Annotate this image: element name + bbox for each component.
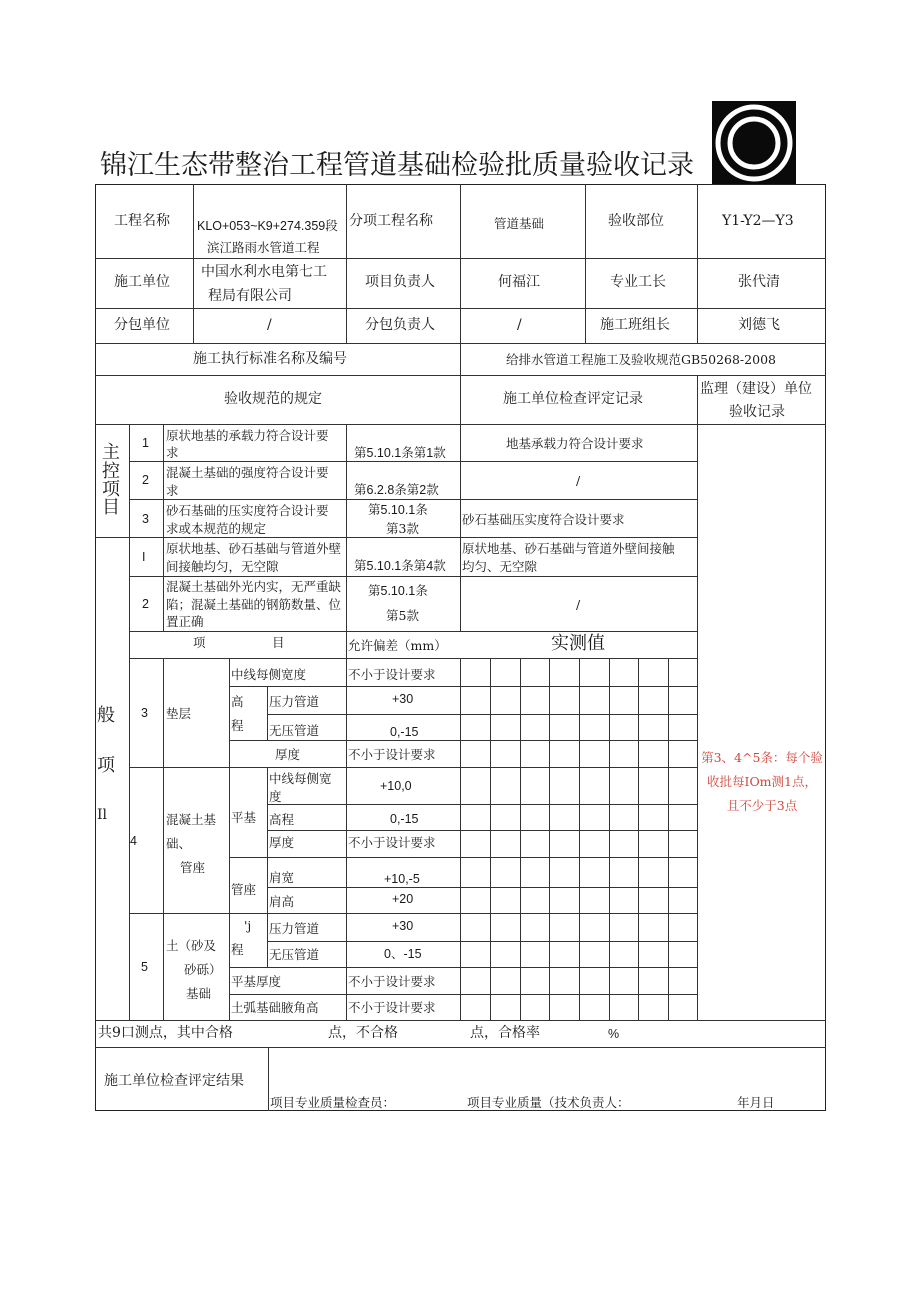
main-item-result: / <box>576 473 581 488</box>
check-header: 施工单位检查评定记录 <box>503 391 643 407</box>
sub-lead-value: / <box>517 317 522 333</box>
item3-row-value: +30 <box>392 692 414 706</box>
item4-row-value: 不小于设计要求 <box>348 835 436 850</box>
section-main-char-1: 主 <box>102 442 120 463</box>
item4-row-label: 中线每侧宽 <box>269 771 332 786</box>
item3-row-value: 0,-15 <box>390 725 419 739</box>
item5-name: 土（砂及 <box>166 938 217 953</box>
general-item-result-line2: 均匀、无空隙 <box>462 559 538 574</box>
section-general-char-3: Il <box>97 807 108 823</box>
sampling-note-line3: 且不少于3点 <box>726 798 798 813</box>
supervision-header: 监理（建设）单位 <box>700 381 812 397</box>
general-item-desc-line3: 置正确 <box>166 614 204 629</box>
standard-value: 给排水管道工程施工及验收规范GB50268-2008 <box>506 352 776 367</box>
section-general-char-1: 般 <box>97 705 115 726</box>
general-item-result: / <box>576 597 581 612</box>
item4-row-value: 0,-15 <box>390 812 419 826</box>
foreman-value: 张代清 <box>738 274 780 290</box>
team-lead-label: 施工班组长 <box>600 317 670 333</box>
general-item-desc-line2: 间接触均匀，无空隙 <box>166 559 279 574</box>
sampling-note: 第3、4^5条：每个验 <box>701 750 823 765</box>
item5-elev-char-b: 程 <box>231 942 244 957</box>
project-name-value-line2: 滨江路雨水管道工程 <box>207 240 320 255</box>
main-item-clause: 第6.2.8条第2款 <box>354 483 439 497</box>
sampling-note-line2: 收批每IOm测1点， <box>707 774 817 789</box>
general-item-desc-line2: 陷；混凝土基础的钢筋数量、位 <box>166 597 342 612</box>
item4-row-value: +20 <box>392 892 414 906</box>
tolerance-header: 允许偏差（mm） <box>348 638 447 653</box>
section-general-char-2: 项 <box>97 755 115 776</box>
standard-label: 施工执行标准名称及编号 <box>193 351 347 367</box>
item4-row-value: +10,0 <box>380 779 412 793</box>
item5-name-line2: 砂砾） <box>184 962 222 977</box>
summary-rate: 点，合格率 <box>470 1025 540 1041</box>
item5-name-line3: 基础 <box>186 986 212 1001</box>
item5-row-value: 不小于设计要求 <box>348 974 436 989</box>
supervision-header-line2: 验收记录 <box>729 404 785 420</box>
general-item-no: 2 <box>142 597 149 611</box>
main-item-desc-line2: 求或本规范的规定 <box>166 521 267 536</box>
item4-name: 混凝土基 <box>166 812 217 827</box>
sub-lead-label: 分包负责人 <box>365 317 435 333</box>
quality-inspector: 项目专业质量检查员： <box>270 1095 396 1110</box>
item4-row-label: 厚度 <box>269 835 295 850</box>
item4-row-label-line2: 度 <box>269 789 282 804</box>
item3-no: 3 <box>141 706 148 720</box>
item5-row-label: 平基厚度 <box>231 974 282 989</box>
main-item-desc: 混凝土基础的强度符合设计要 <box>166 465 329 480</box>
item3-row-label: 压力管道 <box>269 694 320 709</box>
item3-elev-char-b: 程 <box>231 718 244 733</box>
foreman-label: 专业工长 <box>610 274 666 290</box>
result-label: 施工单位检查评定结果 <box>104 1073 244 1089</box>
item3-row-value: 不小于设计要求 <box>348 747 436 762</box>
item4-row-label: 肩高 <box>269 894 295 909</box>
main-item-desc-line2: 求 <box>166 483 179 498</box>
contractor-value-line2: 程局有限公司 <box>208 288 292 304</box>
project-name-label: 工程名称 <box>114 213 170 229</box>
item3-row-label: 无压管道 <box>269 723 320 738</box>
summary-fail: 点，不合格 <box>328 1025 398 1041</box>
pm-label: 项目负责人 <box>365 274 435 290</box>
team-lead-value: 刘德飞 <box>738 317 780 333</box>
item3-row-value: 不小于设计要求 <box>348 667 436 682</box>
item3-row-label: 中线每侧宽度 <box>231 667 307 682</box>
general-item-result: 原状地基、砂石基础与管道外壁间接触 <box>462 541 675 556</box>
summary-total: 共9口测点，其中合格 <box>98 1025 233 1041</box>
measured-header: 实测值 <box>551 633 605 654</box>
circle-target-icon <box>712 101 796 185</box>
main-item-no: 2 <box>142 473 149 487</box>
item3-name: 垫层 <box>166 706 192 721</box>
item4-row-value: +10,-5 <box>384 872 420 886</box>
general-item-desc: 混凝土基础外光内实，无严重缺 <box>166 579 342 594</box>
summary-percent: % <box>608 1027 620 1041</box>
contractor-value: 中国水利水电第七工 <box>201 264 327 280</box>
item4-row-label: 肩宽 <box>269 870 295 885</box>
measure-header-item-b: 目 <box>272 635 285 650</box>
main-item-result: 砂石基础压实度符合设计要求 <box>462 512 625 527</box>
item5-row-value: +30 <box>392 919 414 933</box>
main-item-clause: 第5.10.1条第1款 <box>354 446 446 460</box>
general-item-clause: 第5.10.1条 <box>368 584 428 598</box>
section-main-char-2: 控 <box>102 461 120 482</box>
main-item-desc: 原状地基的承载力符合设计要 <box>166 428 329 443</box>
general-item-no: I <box>142 550 146 564</box>
item5-row-label: 压力管道 <box>269 921 320 936</box>
item5-row-value: 0、-15 <box>384 947 422 961</box>
item4-flat-base: 平基 <box>231 810 257 825</box>
general-item-desc: 原状地基、砂石基础与管道外壁 <box>166 541 342 556</box>
main-item-no: 3 <box>142 512 149 526</box>
signature-date: 年月日 <box>737 1095 775 1110</box>
item3-row-label: 厚度 <box>275 747 301 762</box>
item4-name-line2: 础、 <box>166 836 192 851</box>
item5-elev-char: 'j <box>244 918 252 933</box>
accept-part-label: 验收部位 <box>608 213 664 229</box>
general-item-clause-line2: 第5款 <box>386 608 419 623</box>
item4-seat: 管座 <box>231 882 257 897</box>
item5-row-value: 不小于设计要求 <box>348 1000 436 1015</box>
item4-row-label: 高程 <box>269 812 295 827</box>
main-item-no: 1 <box>142 436 149 450</box>
spec-header: 验收规范的规定 <box>224 391 322 407</box>
item3-elev-char: 高 <box>231 694 244 709</box>
item5-row-label: 无压管道 <box>269 947 320 962</box>
contractor-label: 施工单位 <box>114 274 170 290</box>
section-main-char-4: 目 <box>102 497 120 518</box>
technical-lead: 项目专业质量（技术负责人： <box>467 1095 630 1110</box>
main-item-desc-line2: 求 <box>166 445 179 460</box>
main-item-clause: 第5.10.1条 <box>368 503 428 517</box>
accept-part-value: Y1-Y2—Y3 <box>722 213 794 229</box>
sub-project-value: 管道基础 <box>494 216 545 231</box>
pm-value: 何福江 <box>498 274 540 290</box>
main-item-result: 地基承载力符合设计要求 <box>506 436 644 451</box>
item5-row-label: 土弧基础腋角高 <box>231 1000 319 1015</box>
sub-unit-label: 分包单位 <box>114 317 170 333</box>
general-item-clause: 第5.10.1条第4款 <box>354 559 446 573</box>
item5-no: 5 <box>141 960 148 974</box>
project-name-value: KLO+053~K9+274.359段 <box>197 219 338 233</box>
main-item-desc: 砂石基础的压实度符合设计要 <box>166 503 329 518</box>
section-main-char-3: 项 <box>102 479 120 500</box>
item4-no: 4 <box>130 834 137 848</box>
measure-header-item: 项 <box>193 635 206 650</box>
sub-unit-value: / <box>267 317 272 333</box>
main-item-clause-line2: 第3款 <box>386 521 419 536</box>
item4-name-line3: 管座 <box>180 860 206 875</box>
page-title: 锦江生态带整治工程管道基础检验批质量验收记录 <box>100 150 694 181</box>
sub-project-label: 分项工程名称 <box>349 213 433 229</box>
